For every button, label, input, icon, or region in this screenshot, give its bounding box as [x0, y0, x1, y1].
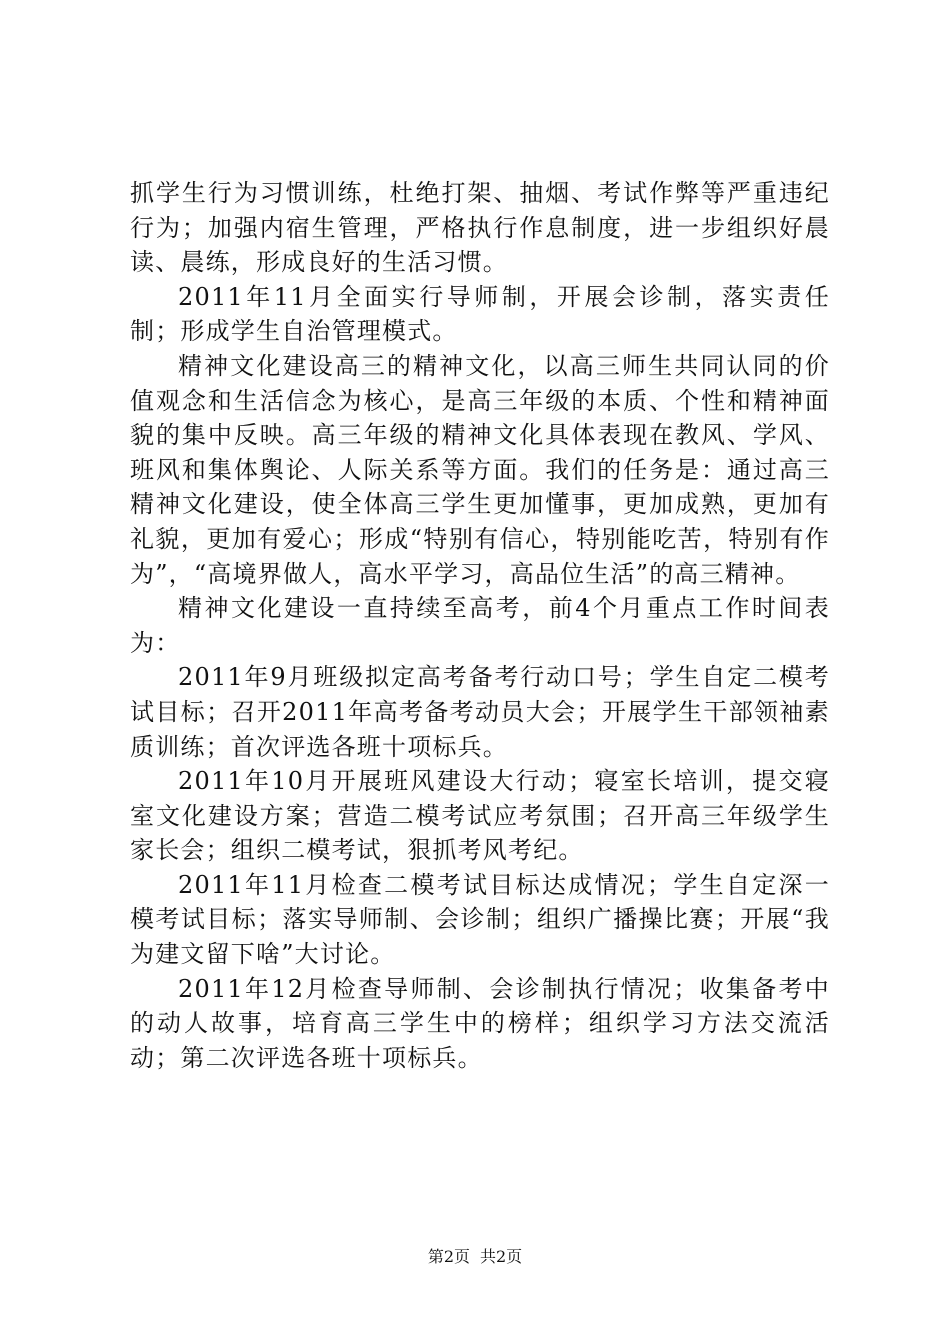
paragraph-october: 2011年10月开展班风建设大行动；寝室长培训，提交寝室文化建设方案；营造二模考试应考氛围；召开高三年级学生家长会；组织二模考试，狠抓考风考纪。 [130, 767, 830, 865]
page-number: 第2页 [427, 1247, 470, 1266]
document-body [130, 176, 830, 1075]
paragraph-behavior-training: 抓学生行为习惯训练，杜绝打架、抽烟、考试作弊等严重违纪行为；加强内宿生管理，严格执行作息制度，进一步组织好晨读、晨练，形成良好的生活习惯。 [130, 179, 830, 277]
paragraph-september: 2011年9月班级拟定高考备考行动口号；学生自定二模考试目标；召开2011年高考备考动员大会；开展学生干部领袖素质训练；首次评选各班十项标兵。 [130, 663, 830, 761]
paragraph-spiritual-culture: 精神文化建设高三的精神文化，以高三师生共同认同的价值观念和生活信念为核心，是高三年级的本质、个性和精神面貌的集中反映。高三年级的精神文化具体表现在教风、学风、班风和集体舆论、人际关系等方面。我们的任务是：通过高三精神文化建设，使全体高三学生更加懂事，更加成熟，更加有礼貌，更加有爱心；形成“特别有信心，特别能吃苦，特别有作为”，“高境界做人，高水平学习，高品位生活”的高三精神。 [130, 351, 830, 588]
paragraph-schedule-intro: 精神文化建设一直持续至高考，前4个月重点工作时间表为： [130, 594, 830, 657]
page-total: 共2页 [480, 1247, 523, 1266]
paragraph-december: 2011年12月检查导师制、会诊制执行情况；收集备考中的动人故事，培育高三学生中的榜样；组织学习方法交流活动；第二次评选各班十项标兵。 [130, 974, 830, 1072]
page-footer [0, 1246, 950, 1268]
paragraph-november: 2011年11月检查二模考试目标达成情况；学生自定深一模考试目标；落实导师制、会诊制；组织广播操比赛；开展“我为建文留下啥”大讨论。 [130, 870, 830, 969]
paragraph-mentor-system: 2011年11月全面实行导师制，开展会诊制，落实责任制；形成学生自治管理模式。 [130, 282, 830, 346]
